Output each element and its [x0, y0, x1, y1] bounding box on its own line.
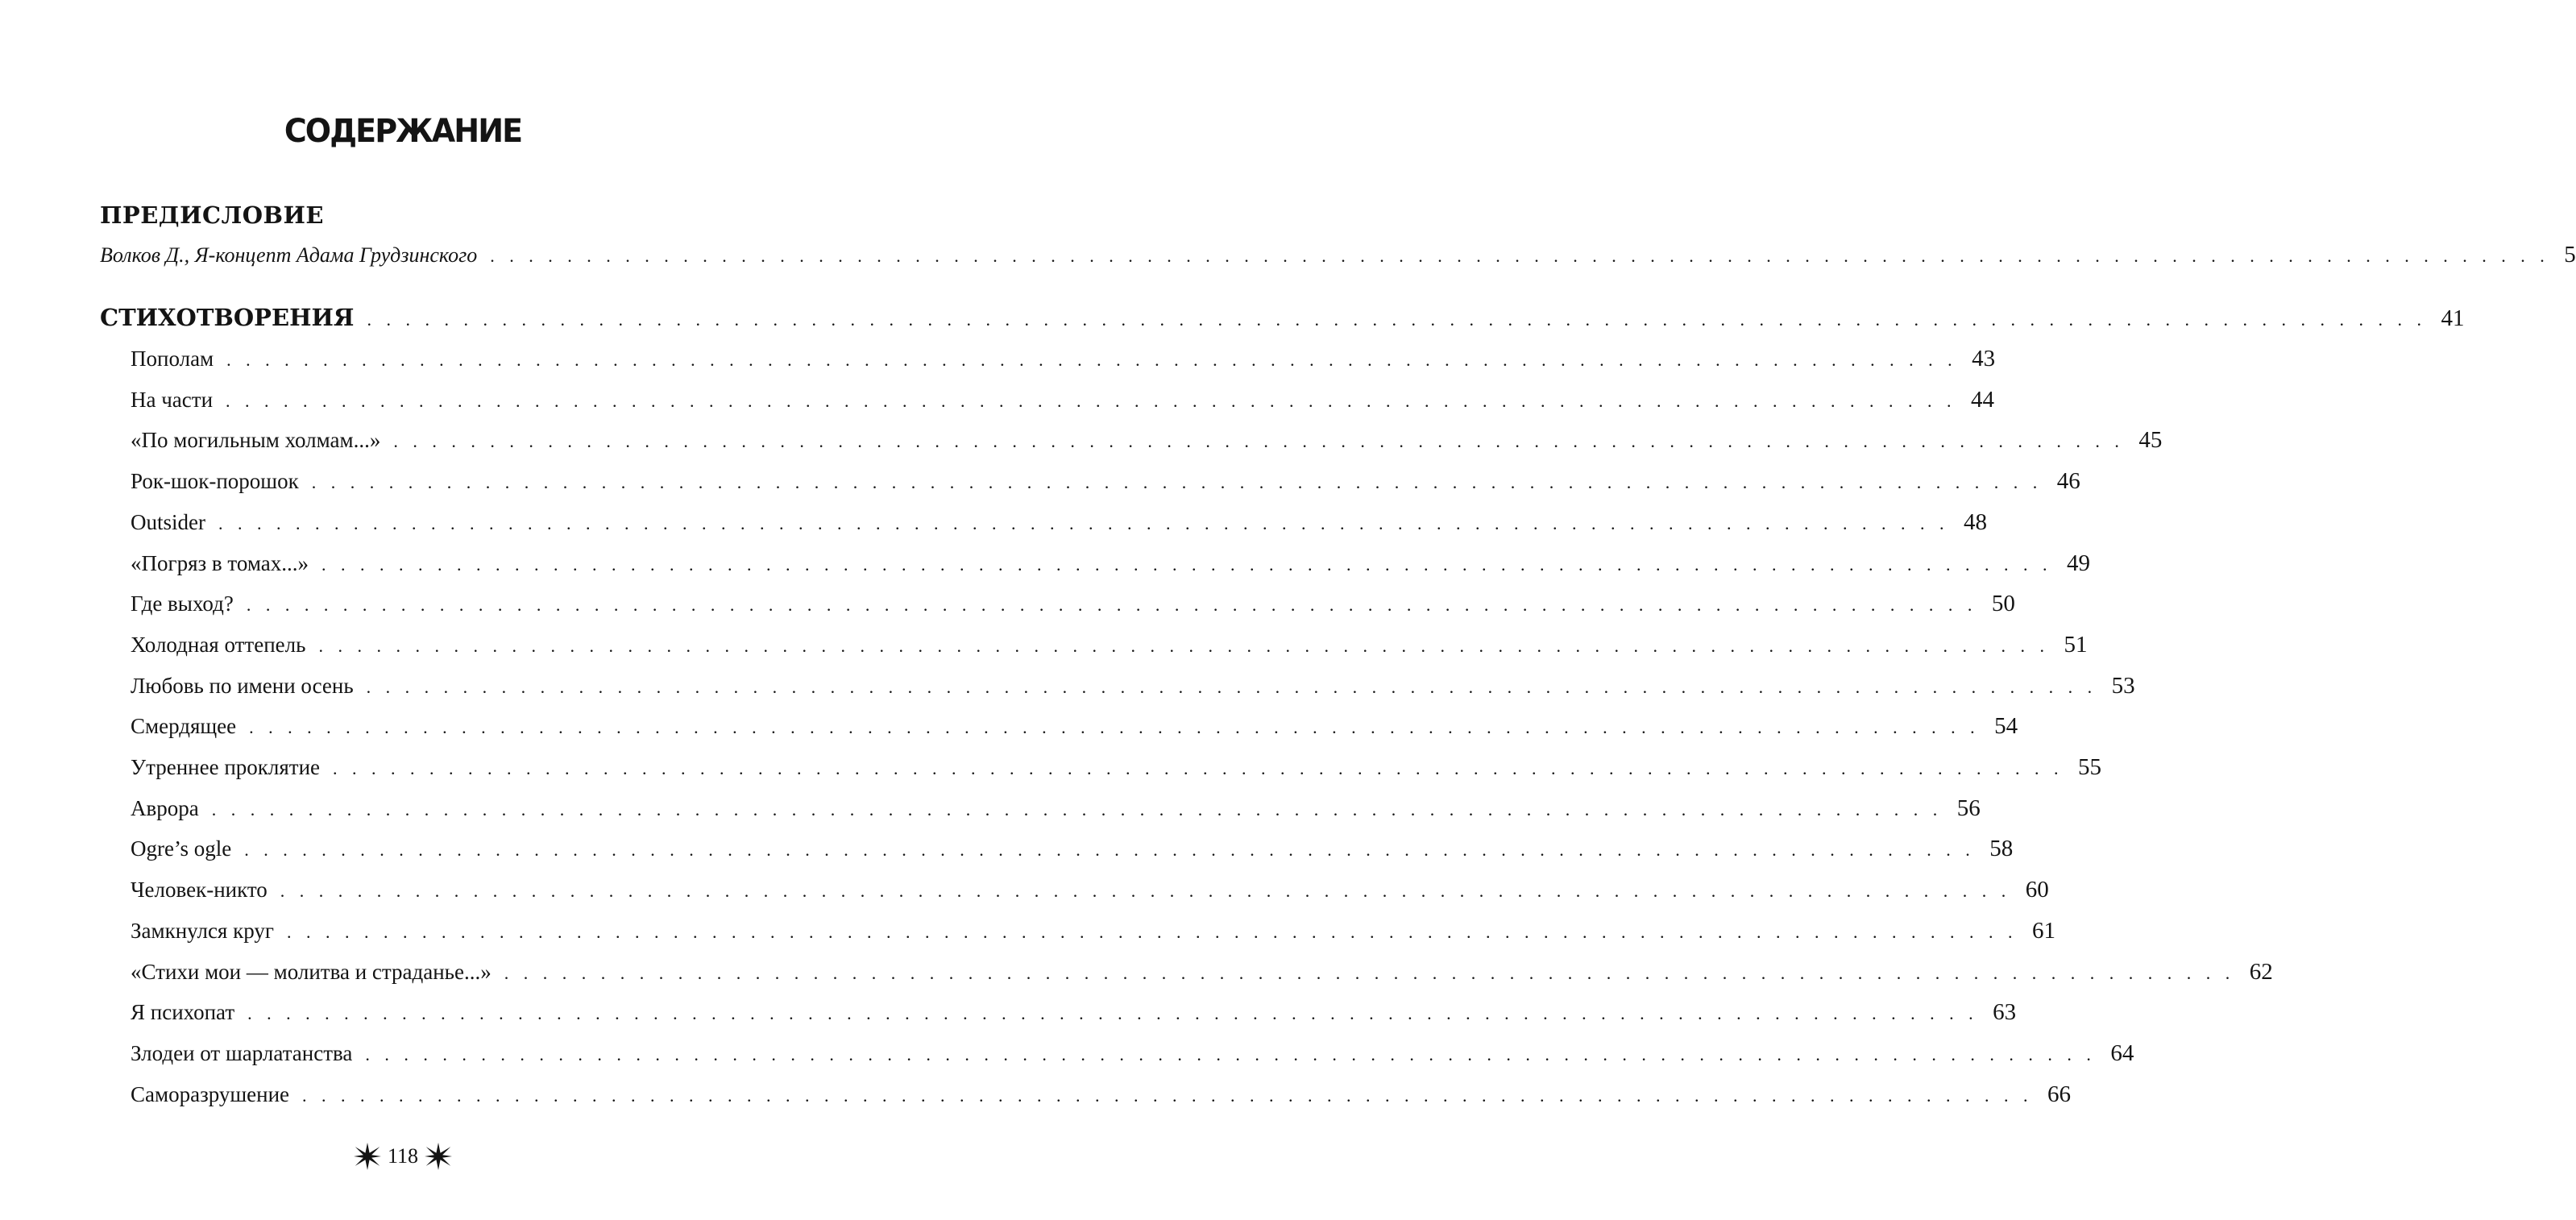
dot-leader: . . . . . . . . . . . . . . . . . . . . . . . . . . . . . . . . . . . . . . . . . . . . . . . . . . . . . . . . . . . . . . . . . . . . . . . . . . . . . . . . . . . . . . . . . .: [226, 350, 1958, 370]
dot-leader: . . . . . . . . . . . . . . . . . . . . . . . . . . . . . . . . . . . . . . . . . . . . . . . . . . . . . . . . . . . . . . . . . . . . . . . . . . . . . . . . . . . . . . . . . .: [302, 1085, 2034, 1106]
toc-entry-page: 66: [2047, 1081, 2072, 1107]
toc-entry[interactable]: [131, 465, 2080, 497]
toc-entry-label: Где выход?: [131, 591, 234, 616]
toc-entry[interactable]: [131, 751, 2102, 783]
toc-entry-label: Аврора: [131, 795, 199, 820]
toc-entry-page: 43: [1972, 346, 1996, 371]
toc-entry-label: Волков Д., Я-концепт Адама Грудзинского: [100, 243, 478, 267]
toc-entry[interactable]: [131, 1037, 2134, 1069]
toc-entry-label: На части: [131, 387, 214, 412]
dot-leader: . . . . . . . . . . . . . . . . . . . . . . . . . . . . . . . . . . . . . . . . . . . . . . . . . . . . . . . . . . . . . . . . . . . . . . . . . . . . . . . . . . . . . . . . . .: [280, 881, 2011, 902]
dot-leader: . . . . . . . . . . . . . . . . . . . . . . . . . . . . . . . . . . . . . . . . . . . . . . . . . . . . . . . . . . . . . . . . . . . . . . . . . . . . . . . . . . . . . . . . . .: [311, 472, 2043, 493]
toc-entry-label: Саморазрушение: [131, 1081, 290, 1106]
toc-entry[interactable]: [131, 874, 2049, 906]
toc-entry-page: 62: [2249, 958, 2273, 985]
toc-entry-label: Пополам: [131, 346, 214, 371]
toc-entry-page: 58: [1989, 836, 2014, 862]
toc-entry-page: 64: [2110, 1039, 2134, 1066]
dot-leader: . . . . . . . . . . . . . . . . . . . . . . . . . . . . . . . . . . . . . . . . . . . . . . . . . . . . . . . . . . . . . . . . . . . . . . . . . . . . . . . . . . . . . . . . . .: [286, 921, 2018, 942]
toc-entry-page: 61: [2031, 917, 2055, 944]
dot-leader: . . . . . . . . . . . . . . . . . . . . . . . . . . . . . . . . . . . . . . . . . . . . . . . . . . . . . . . . . . . . . . . . . . . . . . . . . . . . . . . . . . . . . . . . . .: [366, 676, 2097, 697]
dot-leader: . . . . . . . . . . . . . . . . . . . . . . . . . . . . . . . . . . . . . . . . . . . . . . . . . . . . . . . . . . . . . . . . . . . . . . . . . . . . . . . . . . . . . . . . . .: [247, 1003, 1979, 1024]
toc-entry[interactable]: [131, 996, 2017, 1028]
toc-entry-label: Замкнулся круг: [131, 918, 274, 943]
dot-leader: . . . . . . . . . . . . . . . . . . . . . . . . . . . . . . . . . . . . . . . . . . . . . . . . . . . . . . . . . . . . . . . . . . . . . . . . . . . . . . . . . . . . . . . . . .: [504, 962, 2235, 983]
dot-leader: . . . . . . . . . . . . . . . . . . . . . . . . . . . . . . . . . . . . . . . . . . . . . . . . . . . . . . . . . . . . . . . . . . . . . . . . . . . . . . . . . . . . . . . . . .: [244, 840, 1976, 861]
toc-entry-page: 50: [1991, 591, 2015, 617]
dot-leader: . . . . . . . . . . . . . . . . . . . . . . . . . . . . . . . . . . . . . . . . . . . . . . . . . . . . . . . . . . . . . . . . . . . . . . . . . . . . . . . . . . . . . . . . . .: [246, 595, 1977, 616]
page-footer: [0, 1143, 806, 1170]
toc-entry-preface[interactable]: [100, 239, 2576, 271]
toc-entry[interactable]: [131, 915, 2055, 947]
toc-entry-label: «Стихи мои — молитва и страданье...»: [131, 959, 492, 984]
poems-heading-page: 41: [2441, 305, 2465, 331]
toc-entry-page: 49: [2066, 550, 2090, 576]
toc-entry[interactable]: [131, 629, 2088, 661]
dot-leader: . . . . . . . . . . . . . . . . . . . . . . . . . . . . . . . . . . . . . . . . . . . . . . . . . . . . . . . . . . . . . . . . . . . . . . . . . . . . . . . . . . . . . . . . . . . . . . . . . . . . . . . . . . .: [367, 309, 2427, 330]
toc-entry[interactable]: [131, 832, 2014, 865]
toc-entry-label: Утреннее проклятие: [131, 755, 321, 779]
toc-entry-page: 63: [1993, 999, 2017, 1026]
toc-entry-page: 53: [2111, 672, 2135, 699]
star-ornament-icon: [425, 1143, 452, 1170]
toc-entry[interactable]: [131, 384, 1995, 416]
dot-leader: . . . . . . . . . . . . . . . . . . . . . . . . . . . . . . . . . . . . . . . . . . . . . . . . . . . . . . . . . . . . . . . . . . . . . . . . . . . . . . . . . . . . . . . . . .: [211, 799, 1943, 820]
dot-leader: . . . . . . . . . . . . . . . . . . . . . . . . . . . . . . . . . . . . . . . . . . . . . . . . . . . . . . . . . . . . . . . . . . . . . . . . . . . . . . . . . . . . . . . . . .: [333, 758, 2064, 778]
dot-leader: . . . . . . . . . . . . . . . . . . . . . . . . . . . . . . . . . . . . . . . . . . . . . . . . . . . . . . . . . . . . . . . . . . . . . . . . . . . . . . . . . . . . . . . . . . . . . . . . . . . . . . . . . . .: [490, 246, 2550, 266]
toc-entry[interactable]: [131, 547, 2090, 579]
toc-entry[interactable]: [131, 342, 1996, 375]
toc-entry-label: Рок-шок-порошок: [131, 469, 299, 494]
page-title: СОДЕРЖАНИЕ: [284, 113, 522, 150]
toc-entry-label: «Погряз в томах...»: [131, 550, 309, 575]
toc-entry-page: 56: [1956, 795, 1981, 821]
toc-section-poems[interactable]: [100, 301, 2465, 334]
toc-entry-label: Ogre’s ogle: [131, 836, 232, 861]
toc-entry-page: 51: [2064, 631, 2088, 658]
toc-entry-page: 60: [2025, 877, 2049, 903]
toc-entry-page: 5: [2564, 242, 2576, 268]
toc-entry[interactable]: [131, 587, 2015, 620]
toc-entry-label: «По могильным холмам...»: [131, 428, 381, 453]
toc-entry-page: 54: [1994, 713, 2018, 740]
toc-entry[interactable]: [131, 792, 1981, 824]
toc-entry-label: Злодеи от шарлатанства: [131, 1040, 353, 1065]
toc-entry-page: 44: [1971, 386, 1995, 413]
page-number: 118: [387, 1144, 419, 1168]
dot-leader: . . . . . . . . . . . . . . . . . . . . . . . . . . . . . . . . . . . . . . . . . . . . . . . . . . . . . . . . . . . . . . . . . . . . . . . . . . . . . . . . . . . . . . . . . .: [393, 431, 2125, 452]
toc-entry-page: 46: [2056, 468, 2080, 495]
toc-entry-page: 45: [2138, 427, 2163, 454]
toc-entry-label: Я психопат: [131, 1000, 235, 1025]
toc-entry-page: 48: [1963, 508, 1987, 535]
preface-heading: ПРЕДИСЛОВИЕ: [100, 201, 324, 229]
poems-heading: СТИХОТВОРЕНИЯ: [100, 304, 355, 331]
toc-entry[interactable]: [131, 956, 2273, 988]
toc-entry-page: 55: [2078, 754, 2102, 780]
toc-entry[interactable]: [131, 424, 2163, 456]
toc-entry-label: Любовь по имени осень: [131, 673, 354, 698]
toc-entry[interactable]: [131, 1078, 2072, 1110]
toc-entry-label: Человек-никто: [131, 878, 268, 903]
dot-leader: . . . . . . . . . . . . . . . . . . . . . . . . . . . . . . . . . . . . . . . . . . . . . . . . . . . . . . . . . . . . . . . . . . . . . . . . . . . . . . . . . . . . . . . . . .: [321, 554, 2052, 575]
dot-leader: . . . . . . . . . . . . . . . . . . . . . . . . . . . . . . . . . . . . . . . . . . . . . . . . . . . . . . . . . . . . . . . . . . . . . . . . . . . . . . . . . . . . . . . . . .: [365, 1044, 2097, 1064]
dot-leader: . . . . . . . . . . . . . . . . . . . . . . . . . . . . . . . . . . . . . . . . . . . . . . . . . . . . . . . . . . . . . . . . . . . . . . . . . . . . . . . . . . . . . . . . . .: [318, 635, 2050, 656]
toc-entry-label: Outsider: [131, 509, 205, 534]
toc-entry[interactable]: [131, 670, 2135, 702]
toc-entry-label: Холодная оттепель: [131, 632, 306, 657]
star-ornament-icon: [354, 1143, 381, 1170]
dot-leader: . . . . . . . . . . . . . . . . . . . . . . . . . . . . . . . . . . . . . . . . . . . . . . . . . . . . . . . . . . . . . . . . . . . . . . . . . . . . . . . . . . . . . . . . . .: [249, 717, 1981, 738]
toc-entry[interactable]: [131, 710, 2018, 742]
toc-entry-label: Смердящее: [131, 714, 237, 739]
toc-entry[interactable]: [131, 506, 1987, 538]
dot-leader: . . . . . . . . . . . . . . . . . . . . . . . . . . . . . . . . . . . . . . . . . . . . . . . . . . . . . . . . . . . . . . . . . . . . . . . . . . . . . . . . . . . . . . . . . .: [226, 390, 1957, 411]
dot-leader: . . . . . . . . . . . . . . . . . . . . . . . . . . . . . . . . . . . . . . . . . . . . . . . . . . . . . . . . . . . . . . . . . . . . . . . . . . . . . . . . . . . . . . . . . .: [218, 512, 1949, 533]
